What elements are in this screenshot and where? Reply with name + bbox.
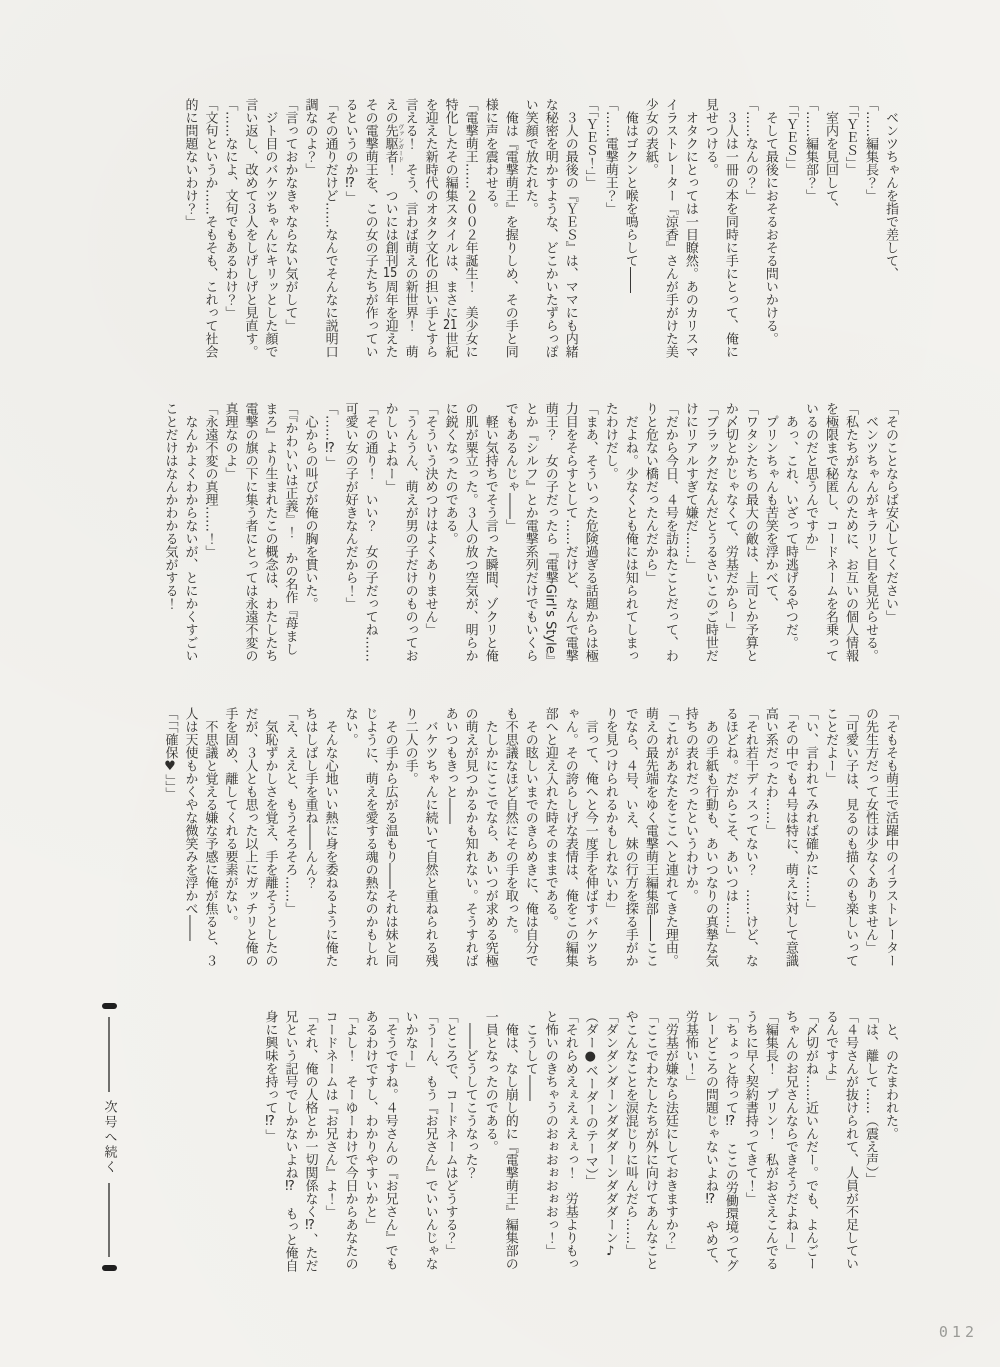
- paragraph: 「その中でも４号は特に、萌えに対して意識高い系だったわ……」: [762, 707, 798, 967]
- paragraph: ジト目のバケツちゃんにキリッとした顔で言い返し、改めて３人をしげしげと見直す。: [242, 98, 278, 358]
- text-band-3: [159, 707, 900, 971]
- paragraph: 「「ＹＥＳ！」」: [582, 98, 598, 189]
- paragraph: と、のたまわれた。: [883, 1010, 898, 1140]
- paragraph: 俺は『電撃萌王』を握りしめ、その手と同様に声を震わせる。: [482, 98, 518, 358]
- paragraph: 言って、俺へと今一度手を伸ばすバケツちゃん。その誇らしげな表情は、俺をこの編集部へと迎え入れた時そのままである。: [542, 707, 598, 967]
- text-band-2: [159, 402, 900, 666]
- paragraph: こうして――: [522, 1010, 538, 1101]
- paragraph: 俺は、なし崩し的に『電撃萌王』編集部の一員となったのである。: [482, 1010, 518, 1270]
- paragraph: 「これがあなたをここへと連れてきた理由。萌えの最先端をゆく電撃萌王編集部――ここでなら、４号、いえ、妹の行方を探る手がかりを見つけられるかもしれないわ」: [602, 707, 678, 967]
- paragraph: 「私たちがなんのために、お互いの個人情報を極限まで秘匿し、コードネームを名乗っているのだと思うんですか」: [802, 402, 858, 662]
- vertical-rule-top: [108, 1017, 109, 1092]
- paragraph: 「ブラックだなんだとうるさいこのご時世だけにリアルすぎて嫌だ……」: [682, 402, 718, 662]
- paragraph: 「永遠不変の真理……！」: [202, 402, 218, 558]
- paragraph: 「その通り！ いい？ 女の子だってね……可愛い女の子が好きなんだから！」: [342, 402, 378, 662]
- paragraph: 「……編集長？」: [862, 98, 878, 202]
- paragraph: 「……⁉」: [322, 402, 338, 469]
- paragraph: 「そうですね。４号さんの『お兄さん』でもあるわけですし、わかりやすいかと」: [362, 1010, 398, 1270]
- paragraph: 「……なんの？」: [742, 98, 758, 202]
- paragraph: プリンちゃんも苦笑を浮かべて、: [762, 402, 778, 610]
- paragraph: 「……編集部？」: [802, 98, 818, 202]
- paragraph: あっ、これ、いざって時逃げるやつだ。: [782, 402, 798, 649]
- paragraph: その眩しいまでのきらめきに、俺は自分でも不思議なほど自然にその手を取った。: [502, 707, 538, 967]
- paragraph: 「ちょっと待って⁉ ここの労働環境ってグレーどころの問題じゃないよね⁉ やめて、労基怖い！」: [682, 1010, 738, 1272]
- page-number: 012: [938, 1323, 978, 1341]
- paragraph: オタクにとっては一目瞭然。あのカリスマイラストレーター『涼香』さんが手がけた美少女の表紙。: [642, 98, 698, 358]
- paragraph: 「労基が嫌なら法廷にしておきますか？」: [662, 1010, 678, 1257]
- paragraph: 「そもそも萌王で活躍中のイラストレーターの先生方だって女性は少なくありません」: [862, 707, 898, 967]
- paragraph: ベンツちゃんを指で差して、: [883, 98, 898, 280]
- next-issue-notice: [96, 1003, 122, 1271]
- paragraph: 「だから今日、４号を訪ねたことだって、わりと危ない橋だったんだから」: [642, 402, 678, 662]
- paragraph: ベンツちゃんがキラリと目を見光らせる。: [862, 402, 878, 662]
- text-band-4: [260, 1010, 901, 1274]
- paragraph: 「え、ええと、もうそろそろ……」: [282, 707, 298, 915]
- paragraph: 「ダンダンダーンダダダーンダダダーン♪（ダー●ベーダーのテーマ）」: [582, 1010, 618, 1259]
- paragraph: 「よし！ そーゆーわけで今日からあなたのコードネームは『お兄さん』よ！」: [322, 1010, 358, 1270]
- paragraph: そんな心地いい熱に身を委ねるように俺たちはしばし手を重ね――んん？: [302, 707, 338, 967]
- bracket-bottom-ornament: [102, 1265, 117, 1271]
- vertical-rule-bottom: [108, 1183, 109, 1258]
- next-issue-label: 次号へ続く: [101, 1099, 117, 1175]
- paragraph: 「そういう決めつけはよくありません」: [422, 402, 438, 636]
- paragraph: 「それらめえぇえぇえぇっ！ 労基よりもっと怖いのきちゃうのおぉおぉおぉおっ！」: [542, 1010, 578, 1270]
- paragraph: 「そのことならば安心してください」: [883, 402, 898, 623]
- text-band-1: [179, 98, 900, 362]
- paragraph: バケツちゃんに続いて自然と重ねられる残り二人の手。: [402, 707, 438, 967]
- paragraph: なんかよくわからないが、とにかくすごいことだけはなんかわかる気がする！: [162, 402, 198, 662]
- paragraph: あの手紙も行動も、あいつなりの真摯な気持ちの表れだったというわけか。: [682, 707, 718, 967]
- paragraph: 「電撃萌王……２００２年誕生！ 美少女に特化したその編集スタイルは、まさに21世紀を迎えた新時代のオタク文化の担い手とすら言える！ そう、言わば萌えの新世界！ 萌えの先駆者 ヴァンガード！ ついには創刊15周年を迎えたその電撃萌王を、この女の子たちが作っているというのか⁉」: [342, 98, 478, 358]
- paragraph: 「ここでわたしたちが外に向けてあんなことやこんなことを涙混じりに叫んだら……」: [622, 1010, 658, 1270]
- paragraph: そして最後におそるおそる問いかける。: [762, 98, 778, 345]
- paragraph: 「編集長！ プリン！ 私がおさえこんでるうちに早く契約書持ってきて！」: [742, 1010, 778, 1270]
- paragraph: ３人は一冊の本を同時に手にとって、俺に見せつける。: [702, 98, 738, 358]
- paragraph: ――どうしてこうなった？: [462, 1010, 478, 1179]
- paragraph: 心からの叫びが俺の胸を貫いた。: [302, 402, 318, 610]
- paragraph: 「〆切がね……近いんだー。でも、よんごーちゃんのお兄さんならできそうだよねー」: [782, 1010, 818, 1270]
- paragraph: 「ところで、コードネームはどうする？」: [442, 1010, 458, 1257]
- paragraph: 「４号さんが抜けられて、人員が不足しているんですよ」: [822, 1010, 858, 1270]
- paragraph: 「それ若干ディスってない？ ……けど、なるほどね。だからこそ、あいつは……」: [722, 707, 758, 967]
- paragraph: たしかにここでなら、あいつが求める究極の萌えが見つかるかも知れない。そうすればあいつもきっと――: [442, 707, 498, 967]
- paragraph: 「……電撃萌王？」: [602, 98, 618, 215]
- paragraph: 軽い気持ちでそう言った瞬間、ゾクリと俺の肌が粟立った。３人の放つ空気が、明らかに鋭くなったのである。: [442, 402, 498, 662]
- paragraph: 「うーん、もう『お兄さん』でいいんじゃないかなー」: [402, 1010, 438, 1270]
- paragraph: 「まあ、そういった危険過ぎる話題からは極力目をそらすとして……だけど、なんで電撃萌王？ 女の子だったら『電撃Girl's Style』とか『シルフ』とか電撃系列だけでもいくらでもあるんじゃ――」: [502, 402, 598, 662]
- paragraph: 気恥ずかしさを覚え、手を離そうとしたのだが、３人とも思った以上にガッチリと俺の手を固め、離してくれる要素がない。: [222, 707, 278, 967]
- paragraph: 「……なによ、文句でもあるわけ？」: [222, 98, 238, 319]
- paragraph: 「「ＹＥＳ」」: [842, 98, 858, 176]
- paragraph: その手から広がる温もり――それは妹と同じように、萌えを愛する魂の熱なのかもしれない。: [342, 707, 398, 967]
- bracket-top-ornament: [102, 1003, 117, 1009]
- paragraph: 「それ、俺の人格とか一切関係なく⁉、ただ兄という記号でしかないよね⁉ もっと俺自身に興味を持って⁉」: [262, 1010, 318, 1272]
- paragraph: 「言っておかなきゃならない気がして」: [282, 98, 298, 332]
- paragraph: だよね。少なくとも俺には知られてしまったわけだし。: [602, 402, 638, 662]
- paragraph: 「「ＹＥＳ」」: [782, 98, 798, 176]
- paragraph: 「は、離して……（震え声）」: [862, 1010, 878, 1186]
- paragraph: 不思議と覚える嫌な予感に俺が焦ると、３人は天使もかくやな微笑みを浮かべ――: [182, 707, 218, 967]
- paragraph: 「文句というか……そもそも、これって社会的に問題ないわけ？」: [182, 98, 218, 358]
- paragraph: 「可愛い子は、見るのも描くのも楽しいってことだよー」: [822, 707, 858, 967]
- paragraph: 「うんうん、萌えが男の子だけのものっておかしいよねー」: [382, 402, 418, 662]
- paragraph: 「その通りだけど……なんでそんなに説明口調なのよ？」: [302, 98, 338, 358]
- paragraph: 「『かわいいは正義』！ かの名作『苺ましまろ』より生まれたこの概念は、わたしたち電撃の旗の下に集う者にとっては永遠不変の真理なのよ」: [222, 402, 298, 662]
- paragraph: 室内を見回して、: [822, 98, 838, 215]
- paragraph: 俺はゴクンと喉を鳴らして――: [622, 98, 638, 293]
- paragraph: 「「「確保♥」」」: [162, 707, 178, 800]
- paragraph: 「ワタシたちの最大の敵は、上司とか予算とか〆切とかじゃなくて、労基だからー」: [722, 402, 758, 662]
- paragraph: ３人の最後の『ＹＥＳ』は、ママにも内緒な秘密を明かすような、どこかいたずらっぽい笑顔で放たれた。: [522, 98, 578, 358]
- paragraph: 「い、言われてみれば確かに……」: [802, 707, 818, 915]
